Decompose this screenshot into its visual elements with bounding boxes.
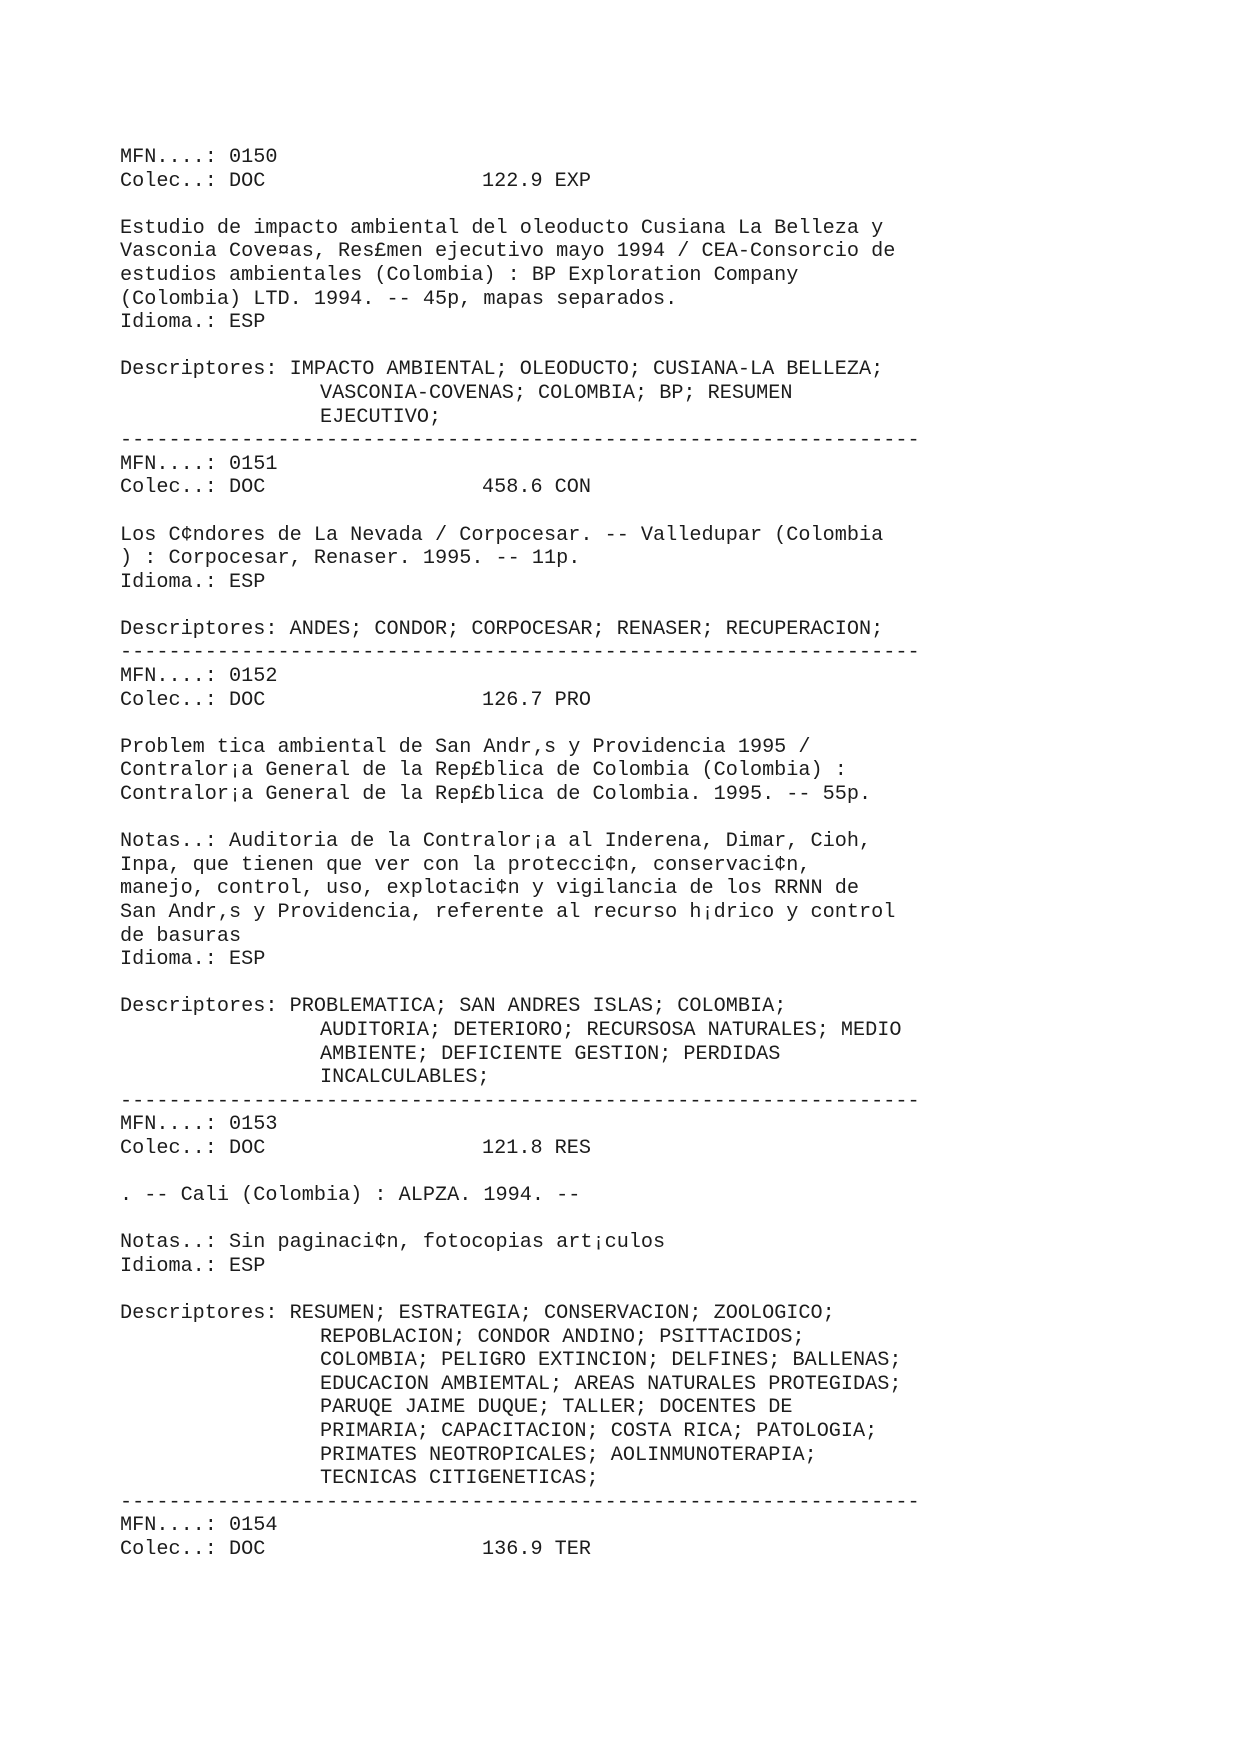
call-number: 136.9 TER <box>482 1538 592 1562</box>
collection-label: Colec..: DOC <box>120 476 266 500</box>
record-collection <box>120 1137 1120 1161</box>
call-number: 122.9 EXP <box>482 169 592 193</box>
collection-label: Colec..: DOC <box>120 1136 266 1160</box>
record-title-line: Problem tica ambiental de San Andr‚s y Providencia 1995 / <box>120 735 811 759</box>
record-mfn: MFN....: 0152 <box>120 665 278 689</box>
descriptor-label: Descriptores: <box>120 995 290 1019</box>
record-notes-line: de basuras <box>120 924 242 948</box>
record-descriptor-line <box>120 618 1120 642</box>
record-mfn: MFN....: 0150 <box>120 146 278 169</box>
collection-label: Colec..: DOC <box>120 688 266 712</box>
record-title-line: (Colombia) LTD. 1994. -- 45p, mapas separados. <box>120 287 678 311</box>
record-notes-line: Notas..: Sin paginaci¢n, fotocopias art¡culos <box>120 1231 666 1255</box>
record-separator: ------------------------------------------------------------------ <box>120 1490 920 1514</box>
record-descriptor-line: PARUQE JAIME DUQUE; TALLER; DOCENTES DE <box>320 1396 793 1420</box>
record-mfn: MFN....: 0154 <box>120 1514 278 1538</box>
record-descriptor-line: INCALCULABLES; <box>320 1066 490 1090</box>
blank-line <box>120 1161 1120 1185</box>
record-title-line: Vasconia Cove¤as, Res£men ejecutivo mayo 1994 / CEA-Consorcio de <box>120 240 896 264</box>
record-descriptor-line: AUDITORIA; DETERIORO; RECURSOSA NATURALES; MEDIO <box>320 1018 902 1042</box>
descriptor-value: PROBLEMATICA; SAN ANDRES ISLAS; COLOMBIA; <box>289 995 787 1019</box>
record-descriptor-line <box>120 358 1120 382</box>
record-notes-line: Inpa, que tienen que ver con la protecci¢n, conservaci¢n, <box>120 853 811 877</box>
record-mfn: MFN....: 0151 <box>120 452 278 476</box>
descriptor-label: Descriptores: <box>120 1302 290 1326</box>
descriptor-label: Descriptores: <box>120 617 290 641</box>
record-language: Idioma.: ESP <box>120 1254 266 1278</box>
collection-label: Colec..: DOC <box>120 169 266 193</box>
catalog-document <box>120 146 1120 1562</box>
record-collection <box>120 170 1120 194</box>
record-notes-line: manejo, control, uso, explotaci¢n y vigilancia de los RRNN de <box>120 877 859 901</box>
record-notes-line: San Andr‚s y Providencia, referente al recurso h¡drico y control <box>120 901 896 924</box>
collection-label: Colec..: DOC <box>120 1538 266 1562</box>
record-descriptor-line: REPOBLACION; CONDOR ANDINO; PSITTACIDOS; <box>320 1325 805 1349</box>
blank-line <box>120 1279 1120 1303</box>
record-mfn: MFN....: 0153 <box>120 1113 278 1137</box>
blank-line <box>120 335 1120 359</box>
record-title-line: Los C¢ndores de La Nevada / Corpocesar. -- Valledupar (Colombia <box>120 523 884 547</box>
record-title-line: ) : Corpocesar, Renaser. 1995. -- 11p. <box>120 547 581 571</box>
blank-line <box>120 1208 1120 1232</box>
record-separator: ------------------------------------------------------------------ <box>120 641 920 665</box>
record-descriptor-line <box>120 1302 1120 1326</box>
record-title-line: Contralor¡a General de la Rep£blica de Colombia (Colombia) : <box>120 759 847 783</box>
record-descriptor-line: TECNICAS CITIGENETICAS; <box>320 1467 599 1491</box>
blank-line <box>120 193 1120 217</box>
record-separator: ------------------------------------------------------------------ <box>120 1089 920 1113</box>
record-title-line: . -- Cali (Colombia) : ALPZA. 1994. -- <box>120 1184 581 1208</box>
call-number: 126.7 PRO <box>482 688 592 712</box>
record-descriptor-line <box>120 995 1120 1019</box>
record-notes-line: Notas..: Auditoria de la Contralor¡a al Inderena, Dimar, Cioh, <box>120 830 872 854</box>
record-language: Idioma.: ESP <box>120 311 266 335</box>
record-descriptor-line: VASCONIA-COVENAS; COLOMBIA; BP; RESUMEN <box>320 381 793 405</box>
record-descriptor-line: EJECUTIVO; <box>320 405 442 429</box>
record-collection <box>120 476 1120 500</box>
call-number: 458.6 CON <box>482 476 592 500</box>
blank-line <box>120 972 1120 996</box>
record-descriptor-line: PRIMATES NEOTROPICALES; AOLINMUNOTERAPIA; <box>320 1443 817 1467</box>
record-title-line: Contralor¡a General de la Rep£blica de Colombia. 1995. -- 55p. <box>120 783 872 807</box>
record-descriptor-line: AMBIENTE; DEFICIENTE GESTION; PERDIDAS <box>320 1042 781 1066</box>
descriptor-value: RESUMEN; ESTRATEGIA; CONSERVACION; ZOOLOGICO; <box>289 1302 835 1326</box>
blank-line <box>120 712 1120 736</box>
descriptor-value: ANDES; CONDOR; CORPOCESAR; RENASER; RECUPERACION; <box>289 617 884 641</box>
record-descriptor-line: PRIMARIA; CAPACITACION; COSTA RICA; PATOLOGIA; <box>320 1420 878 1444</box>
descriptor-value: IMPACTO AMBIENTAL; OLEODUCTO; CUSIANA-LA BELLEZA; <box>289 358 884 382</box>
blank-line <box>120 500 1120 524</box>
record-title-line: estudios ambientales (Colombia) : BP Exploration Company <box>120 263 799 287</box>
blank-line <box>120 594 1120 618</box>
record-descriptor-line: COLOMBIA; PELIGRO EXTINCION; DELFINES; BALLENAS; <box>320 1349 902 1373</box>
blank-line <box>120 807 1120 831</box>
record-collection <box>120 1538 1120 1562</box>
record-collection <box>120 689 1120 713</box>
call-number: 121.8 RES <box>482 1136 592 1160</box>
record-descriptor-line: EDUCACION AMBIEMTAL; AREAS NATURALES PROTEGIDAS; <box>320 1372 902 1396</box>
descriptor-label: Descriptores: <box>120 358 290 382</box>
record-title-line: Estudio de impacto ambiental del oleoducto Cusiana La Belleza y <box>120 216 884 240</box>
record-language: Idioma.: ESP <box>120 948 266 972</box>
record-language: Idioma.: ESP <box>120 570 266 594</box>
record-separator: ------------------------------------------------------------------ <box>120 429 920 453</box>
